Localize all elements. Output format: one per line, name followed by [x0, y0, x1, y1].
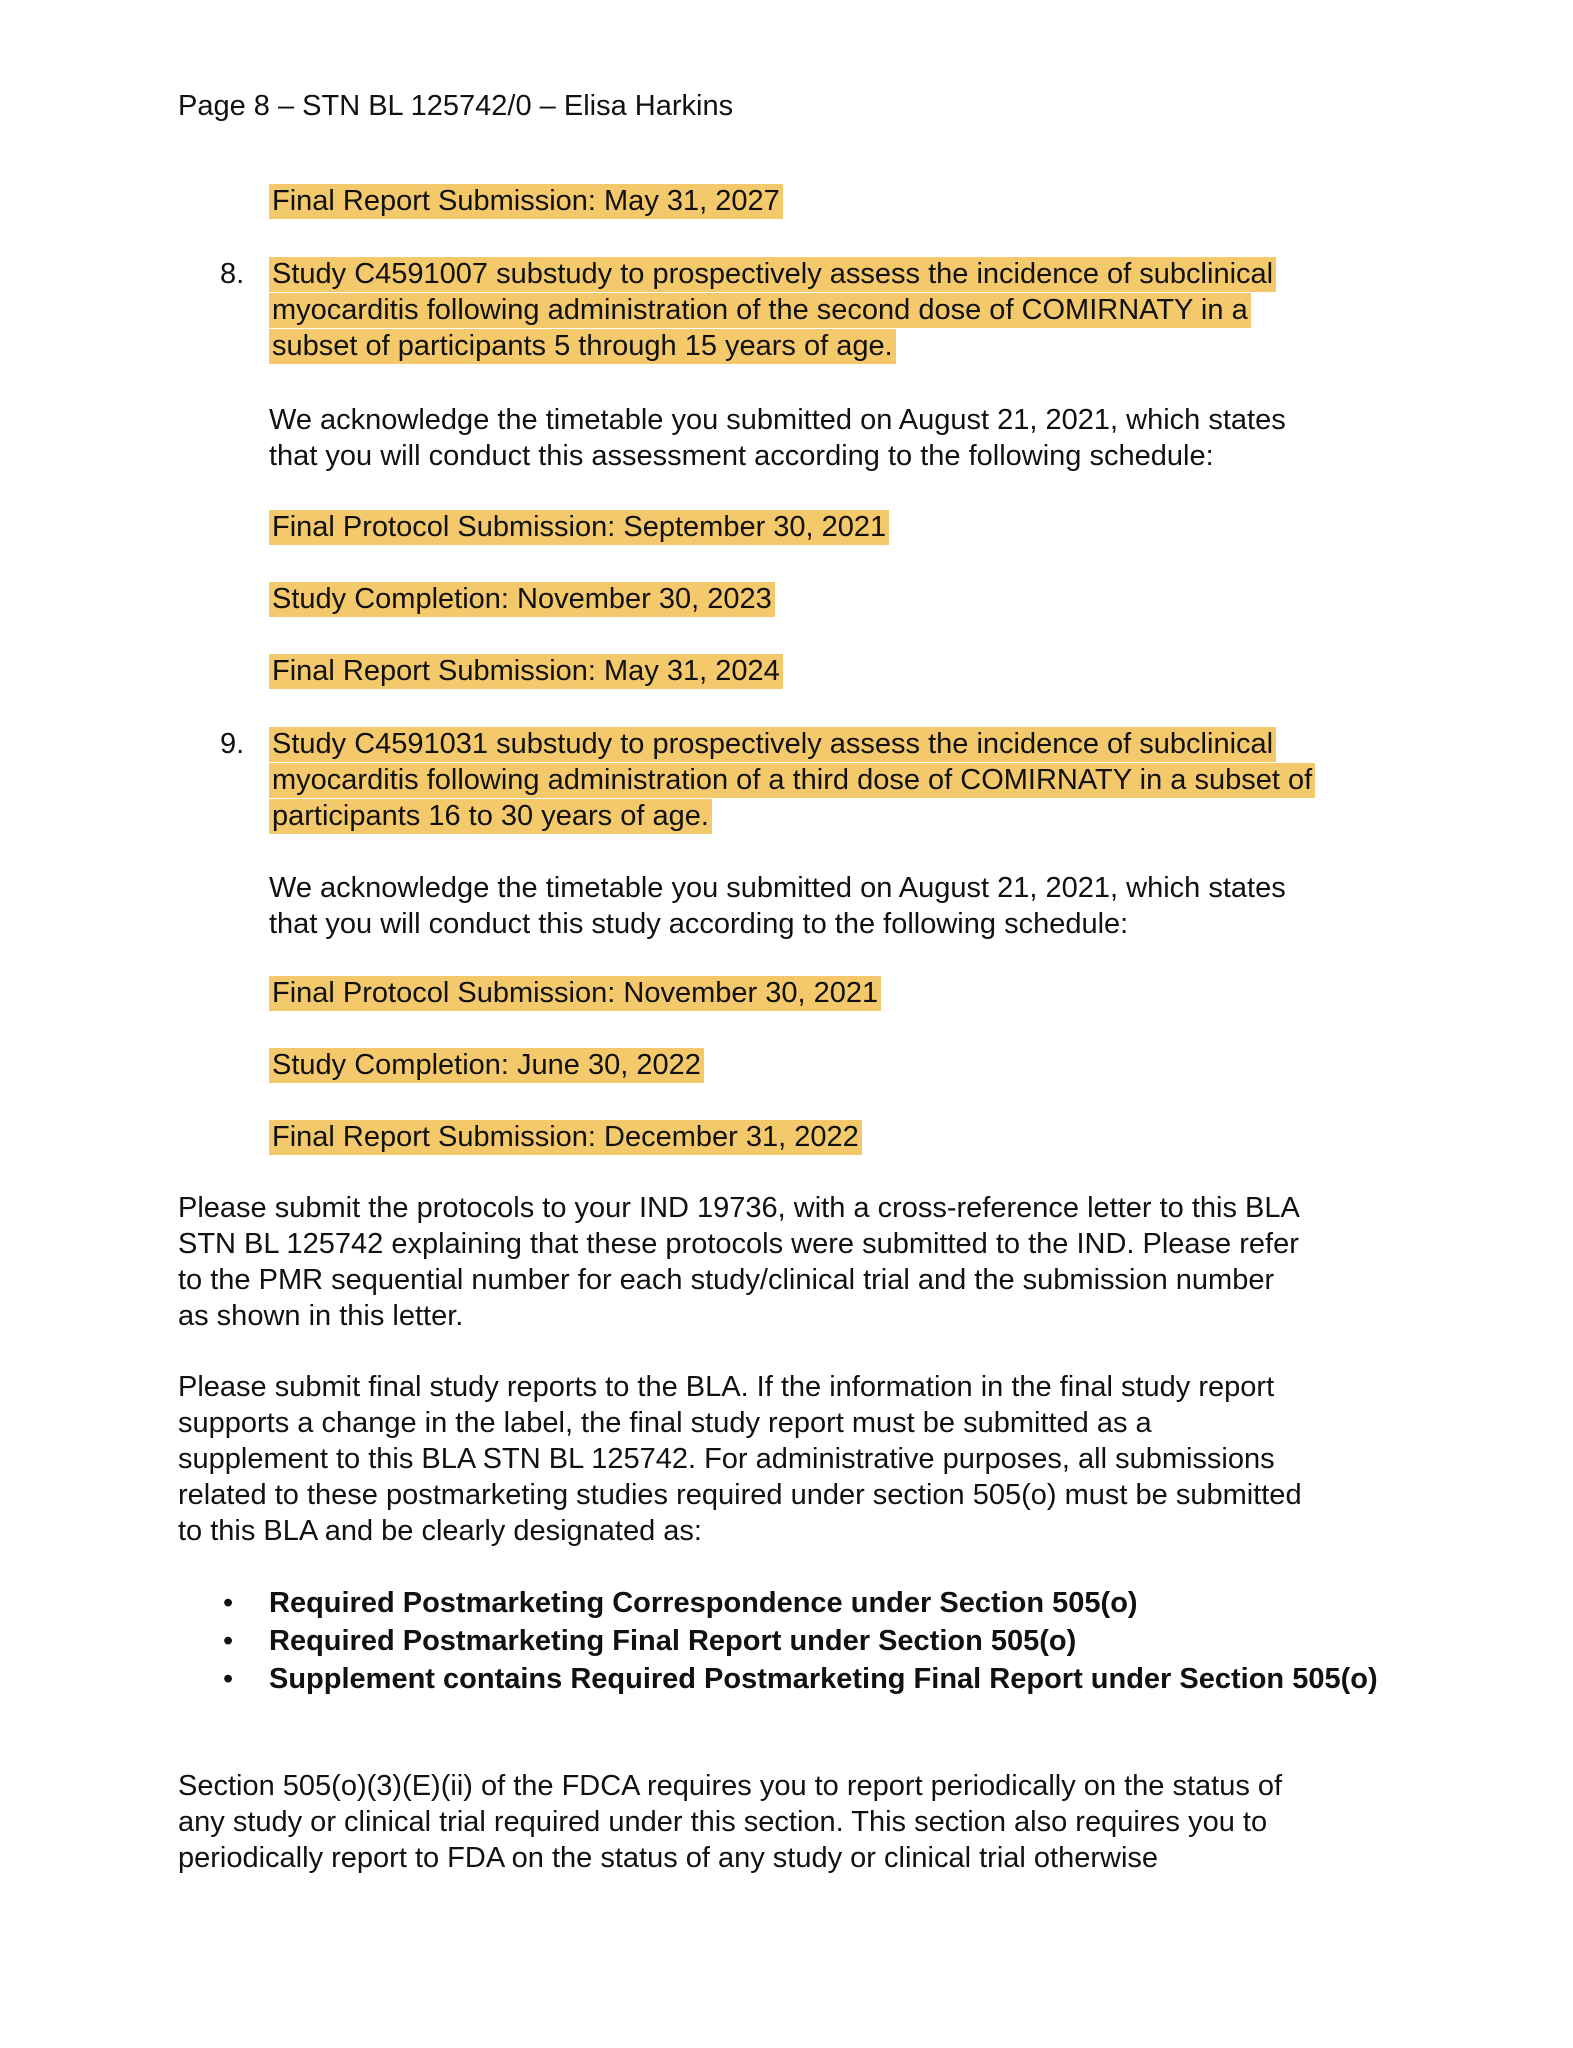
- highlight: Final Report Submission: December 31, 2022: [269, 1120, 862, 1155]
- status-reporting-paragraph: [178, 1768, 1418, 1876]
- item9-acknowledgement: [269, 870, 1389, 942]
- item8-line-2: myocarditis following administration of the second dose of COMIRNATY in a: [269, 293, 1251, 328]
- item8-description: [269, 256, 1419, 364]
- highlight: Final Report Submission: May 31, 2024: [269, 654, 783, 689]
- highlight: Final Protocol Submission: November 30, 2021: [269, 976, 881, 1011]
- item9-description: [269, 726, 1419, 834]
- designation-bullet-list: [178, 1584, 1418, 1698]
- item9-final-report-date: [269, 1119, 862, 1155]
- highlight: Study Completion: November 30, 2023: [269, 582, 775, 617]
- bullet-icon: •: [223, 1587, 234, 1619]
- item8-ack-line-1: We acknowledge the timetable you submitted on August 21, 2021, which states: [269, 404, 1286, 436]
- bullet-icon: •: [223, 1625, 234, 1657]
- item8-acknowledgement: [269, 402, 1389, 474]
- bullet-text: Supplement contains Required Postmarketing Final Report under Section 505(o): [269, 1663, 1378, 1695]
- paragraph-line: any study or clinical trial required under this section. This section also requires you to: [178, 1806, 1268, 1838]
- highlight: Study Completion: June 30, 2022: [269, 1048, 704, 1083]
- paragraph-line: periodically report to FDA on the status of any study or clinical trial otherwise: [178, 1842, 1159, 1874]
- bullet-item: [178, 1584, 1418, 1622]
- item8-number: 8.: [220, 258, 245, 290]
- item9-completion-date: [269, 1047, 704, 1083]
- item8-line-3: subset of participants 5 through 15 years of age.: [269, 329, 896, 364]
- item9-protocol-date: [269, 975, 881, 1011]
- item9-number: 9.: [220, 728, 245, 760]
- paragraph-line: to this BLA and be clearly designated as:: [178, 1515, 702, 1547]
- paragraph-line: supplement to this BLA STN BL 125742. For administrative purposes, all submissions: [178, 1443, 1275, 1475]
- item9-ack-line-2: that you will conduct this study according to the following schedule:: [269, 908, 1129, 940]
- bullet-text: Required Postmarketing Final Report under Section 505(o): [269, 1625, 1077, 1657]
- item8-ack-line-2: that you will conduct this assessment according to the following schedule:: [269, 440, 1214, 472]
- paragraph-line: Section 505(o)(3)(E)(ii) of the FDCA requires you to report periodically on the status of: [178, 1770, 1283, 1802]
- page-header: Page 8 – STN BL 125742/0 – Elisa Harkins: [178, 90, 734, 122]
- paragraph-line: supports a change in the label, the final study report must be submitted as a: [178, 1407, 1152, 1439]
- paragraph-line: as shown in this letter.: [178, 1300, 464, 1332]
- item8-final-report-date: [269, 653, 783, 689]
- bullet-item: [178, 1660, 1418, 1698]
- item9-line-2: myocarditis following administration of a third dose of COMIRNATY in a subset of: [269, 763, 1315, 798]
- protocols-paragraph: [178, 1190, 1418, 1334]
- paragraph-line: to the PMR sequential number for each study/clinical trial and the submission number: [178, 1264, 1275, 1296]
- final-reports-paragraph: [178, 1369, 1418, 1549]
- bullet-icon: •: [223, 1663, 234, 1695]
- item9-line-1: Study C4591031 substudy to prospectively assess the incidence of subclinical: [269, 727, 1276, 762]
- highlight: Final Protocol Submission: September 30, 2021: [269, 510, 889, 545]
- item8-line-1: Study C4591007 substudy to prospectively assess the incidence of subclinical: [269, 257, 1276, 292]
- item9-line-3: participants 16 to 30 years of age.: [269, 799, 712, 834]
- item8-completion-date: [269, 581, 775, 617]
- bullet-item: [178, 1622, 1418, 1660]
- paragraph-line: Please submit final study reports to the BLA. If the information in the final study report: [178, 1371, 1275, 1403]
- paragraph-line: related to these postmarketing studies required under section 505(o) must be submitted: [178, 1479, 1302, 1511]
- highlight: Final Report Submission: May 31, 2027: [269, 184, 783, 219]
- item7-final-report: [269, 183, 783, 219]
- paragraph-line: STN BL 125742 explaining that these protocols were submitted to the IND. Please refer: [178, 1228, 1299, 1260]
- item8-protocol-date: [269, 509, 889, 545]
- bullet-text: Required Postmarketing Correspondence under Section 505(o): [269, 1587, 1138, 1619]
- paragraph-line: Please submit the protocols to your IND 19736, with a cross-reference letter to this BLA: [178, 1192, 1300, 1224]
- item9-ack-line-1: We acknowledge the timetable you submitted on August 21, 2021, which states: [269, 872, 1286, 904]
